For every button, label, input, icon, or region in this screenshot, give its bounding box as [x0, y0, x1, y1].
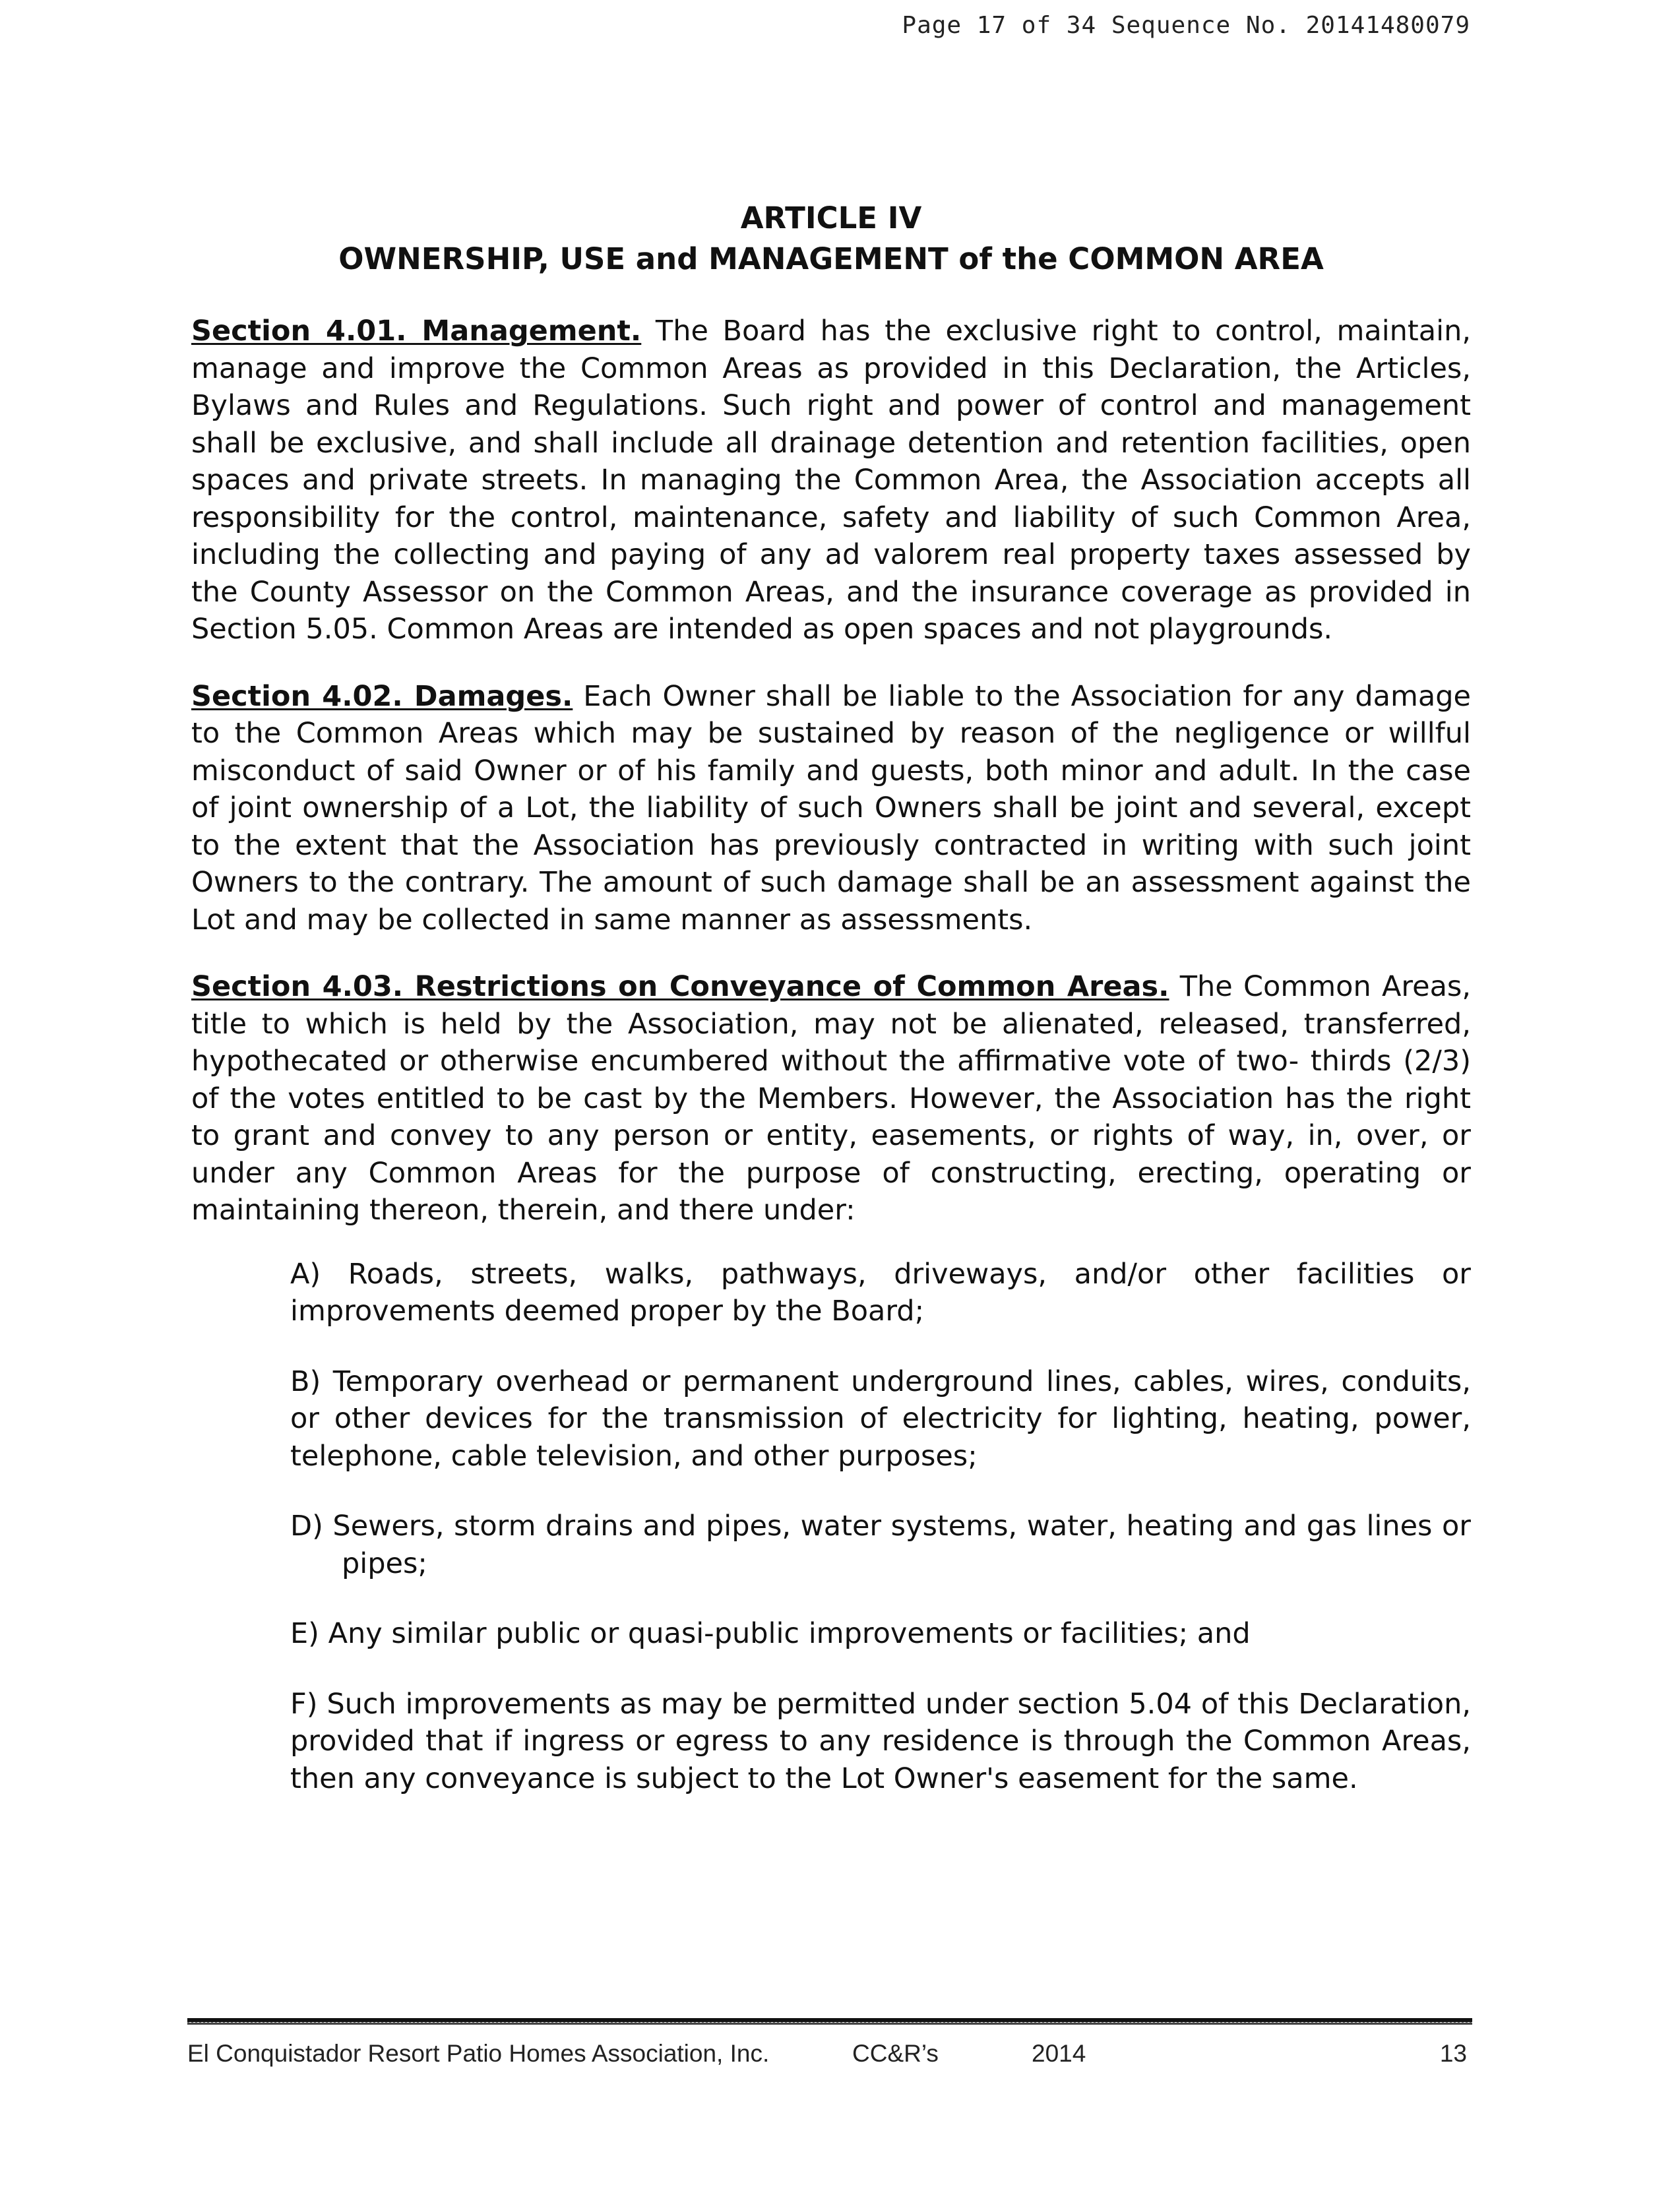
article-number: ARTICLE IV — [740, 200, 922, 235]
list-item: D) Sewers, storm drains and pipes, water systems, water, heating and gas lines or pipes; — [290, 1510, 1471, 1580]
list-item: F) Such improvements as may be permitted under section 5.04 of this Declaration, provided that if ingress or egress to any residence is through the Common Areas, then any conveyance is subject to the Lot Owner's easement for the same. — [290, 1687, 1471, 1795]
recording-stamp: Page 17 of 34 Sequence No. 20141480079 — [902, 12, 1470, 39]
footer-document: CC&R’s — [852, 2040, 939, 2067]
section-heading: Section 4.03. Restrictions on Conveyance of Common Areas. — [191, 970, 1169, 1003]
list-item: A) Roads, streets, walks, pathways, driveways, and/or other facilities or improvements deemed proper by the Board; — [290, 1257, 1471, 1328]
list-item: B) Temporary overhead or permanent underground lines, cables, wires, conduits, or other devices for the transmission of electricity for lighting, heating, power, telephone, cable television, and other purposes; — [290, 1365, 1471, 1473]
section-text: Each Owner shall be liable to the Association for any damage to the Common Areas which may be sustained by reason of the negligence or willful misconduct of said Owner or of his family and guests, both minor and adult. In the case of joint ownership of a Lot, the liability of such Owners shall be joint and several, except to the extent that the Association has previously contracted in writing with such joint Owners to the contrary. The amount of such damage shall be an assessment against the Lot and may be collected in same manner as assessments. — [191, 679, 1471, 937]
section-heading: Section 4.01. Management. — [191, 315, 642, 348]
section-heading: Section 4.02. Damages. — [191, 679, 573, 713]
article-title: OWNERSHIP, USE and MANAGEMENT of the COMMON AREA — [338, 241, 1324, 276]
easement-list — [290, 1256, 1471, 1798]
footer-page-number: 13 — [1439, 2040, 1467, 2067]
footer-association: El Conquistador Resort Patio Homes Association, Inc. — [187, 2040, 770, 2067]
section-4-03 — [191, 968, 1471, 1229]
footer-divider — [187, 2018, 1472, 2025]
footer-year: 2014 — [1032, 2040, 1086, 2067]
document-page — [191, 198, 1471, 1830]
section-text: The Board has the exclusive right to control, maintain, manage and improve the Common Areas as provided in this Declaration, the Articles, Bylaws and Rules and Regulations. Such right and power of control and management shall be exclusive, and shall include all drainage detention and retention facilities, open spaces and private streets. In managing the Common Area, the Association accepts all responsibility for the control, maintenance, safety and liability of such Common Area, including the collecting and paying of any ad valorem real property taxes assessed by the County Assessor on the Common Areas, and the insurance coverage as provided in Section 5.05. Common Areas are intended as open spaces and not playgrounds. — [191, 315, 1471, 646]
section-4-02 — [191, 678, 1471, 939]
section-4-01 — [191, 313, 1471, 648]
list-item: E) Any similar public or quasi-public improvements or facilities; and — [290, 1617, 1251, 1650]
section-text: The Common Areas, title to which is held by the Association, may not be alienated, released, transferred, hypothecated or otherwise encumbered without the affirmative vote of two- thirds (2/3) of the votes entitled to be cast by the Members. However, the Association has the right to grant and convey to any person or entity, easements, or rights of way, in, over, or under any Common Areas for the purpose of constructing, erecting, operating or maintaining thereon, therein, and there under: — [191, 970, 1471, 1227]
page-footer — [187, 2040, 1472, 2079]
